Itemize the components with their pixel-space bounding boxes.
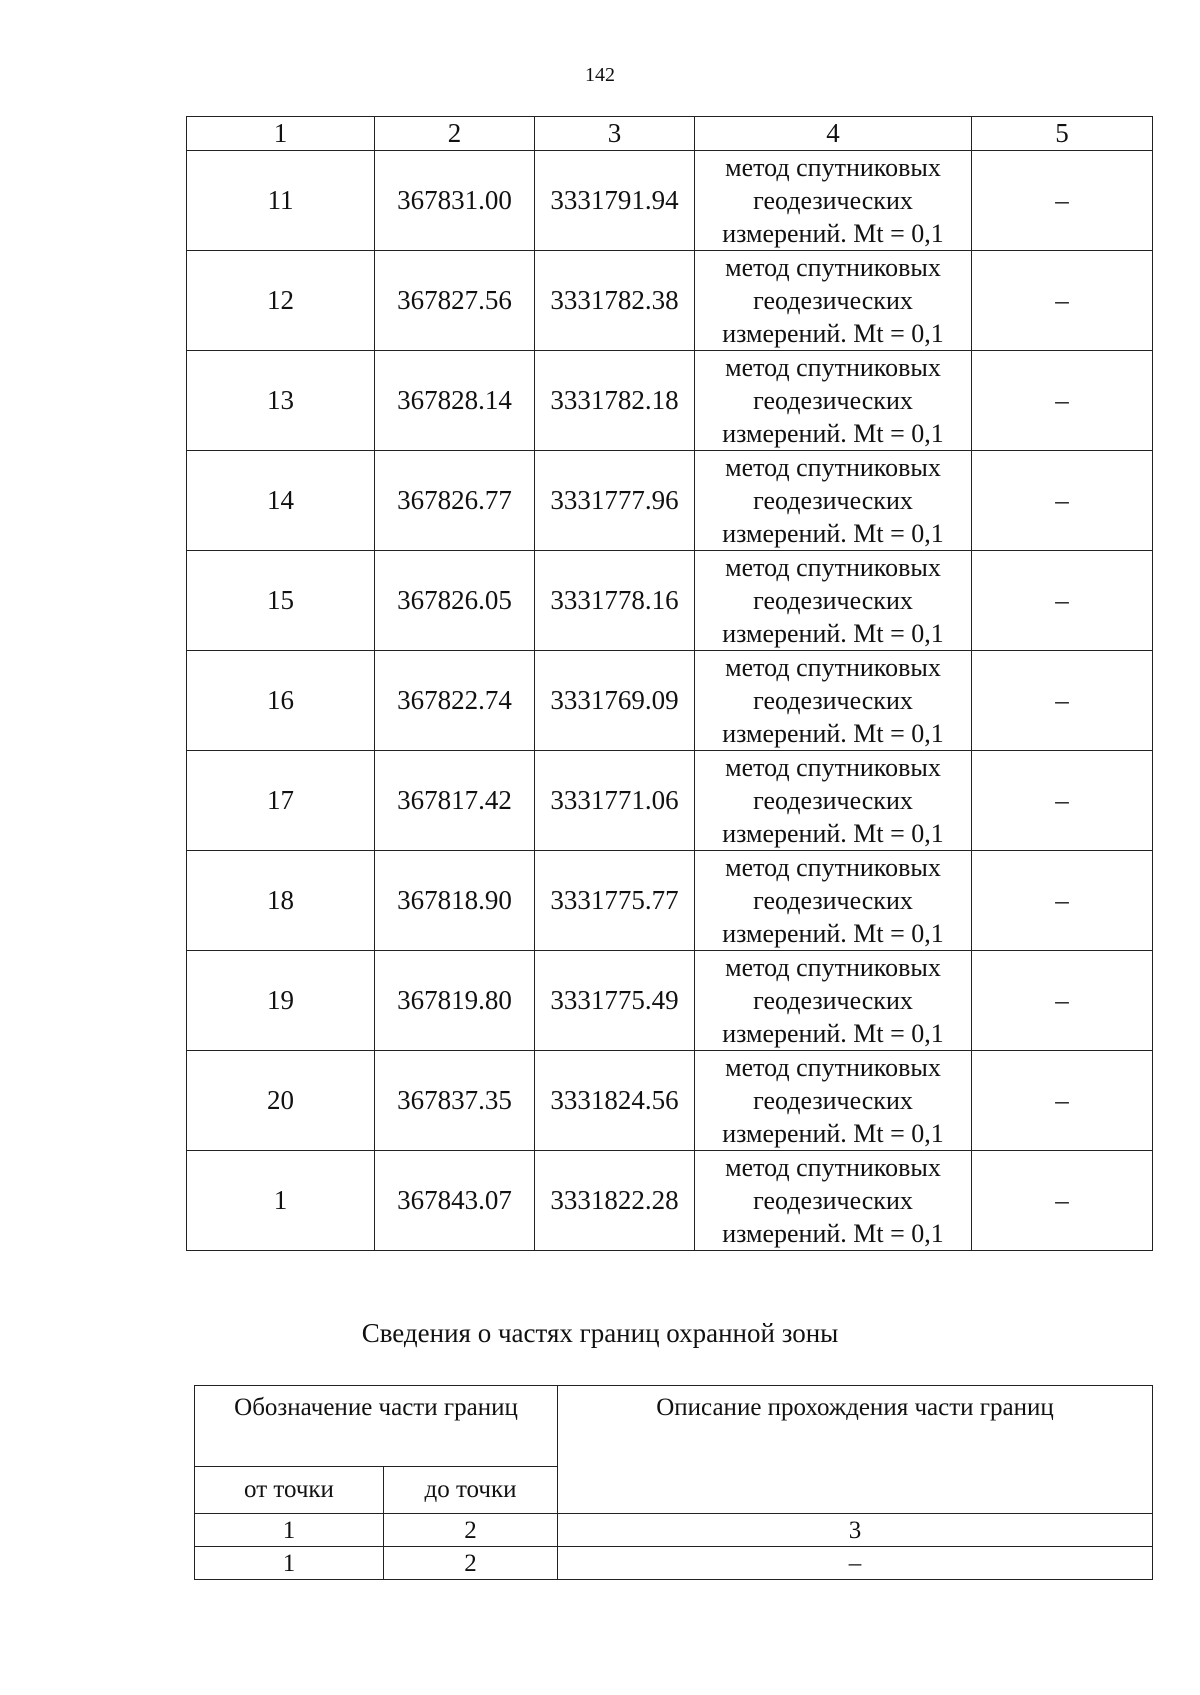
method-line: метод спутниковых (725, 653, 941, 682)
table-row (187, 1051, 1153, 1151)
table-row (195, 1547, 1153, 1580)
table-row (187, 651, 1153, 751)
method-line: геодезических (753, 386, 913, 415)
y-coordinate: 3331775.77 (535, 851, 695, 951)
method-line: измерений. Mt = 0,1 (722, 1019, 944, 1048)
section-title: Сведения о частях границ охранной зоны (361, 1318, 839, 1348)
method-line: измерений. Mt = 0,1 (722, 719, 944, 748)
method-line: метод спутниковых (725, 253, 941, 282)
parts-column-number-row (195, 1514, 1153, 1547)
point-number: 20 (187, 1051, 375, 1151)
description-cell: – (972, 451, 1153, 551)
method-line: геодезических (753, 586, 913, 615)
y-coordinate: 3331782.18 (535, 351, 695, 451)
table-row (187, 151, 1153, 251)
boundary-parts-table (194, 1385, 1153, 1580)
description-cell: – (972, 851, 1153, 951)
y-coordinate: 3331824.56 (535, 1051, 695, 1151)
description-cell: – (972, 751, 1153, 851)
method-line: метод спутниковых (725, 453, 941, 482)
method-cell (695, 551, 972, 651)
method-line: метод спутниковых (725, 1153, 941, 1182)
method-line: измерений. Mt = 0,1 (722, 219, 944, 248)
designation-header: Обозначение части границ (195, 1386, 558, 1467)
y-coordinate: 3331778.16 (535, 551, 695, 651)
method-cell (695, 1051, 972, 1151)
column-number: 5 (972, 117, 1153, 151)
method-cell (695, 151, 972, 251)
description-cell: – (972, 1151, 1153, 1251)
point-number: 12 (187, 251, 375, 351)
part-description: – (558, 1547, 1153, 1580)
method-line: метод спутниковых (725, 953, 941, 982)
y-coordinate: 3331769.09 (535, 651, 695, 751)
method-line: измерений. Mt = 0,1 (722, 1219, 944, 1248)
method-line: геодезических (753, 1086, 913, 1115)
method-line: метод спутниковых (725, 353, 941, 382)
x-coordinate: 367828.14 (375, 351, 535, 451)
column-number: 3 (535, 117, 695, 151)
table-row (187, 351, 1153, 451)
y-coordinate: 3331791.94 (535, 151, 695, 251)
method-line: геодезических (753, 986, 913, 1015)
column-number: 1 (187, 117, 375, 151)
point-number: 16 (187, 651, 375, 751)
method-line: измерений. Mt = 0,1 (722, 519, 944, 548)
method-cell (695, 951, 972, 1051)
method-line: геодезических (753, 186, 913, 215)
method-line: геодезических (753, 686, 913, 715)
method-line: геодезических (753, 486, 913, 515)
to-point: 2 (384, 1547, 558, 1580)
x-coordinate: 367826.05 (375, 551, 535, 651)
method-line: метод спутниковых (725, 153, 941, 182)
column-number: 2 (384, 1514, 558, 1547)
x-coordinate: 367817.42 (375, 751, 535, 851)
table-row (187, 451, 1153, 551)
x-coordinate: 367822.74 (375, 651, 535, 751)
description-cell: – (972, 351, 1153, 451)
method-line: геодезических (753, 1186, 913, 1215)
y-coordinate: 3331771.06 (535, 751, 695, 851)
description-cell: – (972, 551, 1153, 651)
method-line: измерений. Mt = 0,1 (722, 319, 944, 348)
method-cell (695, 651, 972, 751)
table-row (187, 951, 1153, 1051)
x-coordinate: 367827.56 (375, 251, 535, 351)
y-coordinate: 3331822.28 (535, 1151, 695, 1251)
point-number: 15 (187, 551, 375, 651)
description-cell: – (972, 251, 1153, 351)
y-coordinate: 3331775.49 (535, 951, 695, 1051)
column-number: 1 (195, 1514, 384, 1547)
description-cell: – (972, 151, 1153, 251)
to-point-header: до точки (384, 1467, 558, 1514)
method-line: геодезических (753, 886, 913, 915)
x-coordinate: 367818.90 (375, 851, 535, 951)
method-cell (695, 451, 972, 551)
description-header: Описание прохождения части границ (558, 1386, 1153, 1514)
point-number: 14 (187, 451, 375, 551)
table-row (187, 551, 1153, 651)
from-point-header: от точки (195, 1467, 384, 1514)
column-number-row (187, 117, 1153, 151)
method-line: метод спутниковых (725, 553, 941, 582)
method-line: метод спутниковых (725, 1053, 941, 1082)
method-cell (695, 351, 972, 451)
point-number: 1 (187, 1151, 375, 1251)
page-number: 142 (585, 64, 615, 86)
table-row (187, 251, 1153, 351)
point-number: 11 (187, 151, 375, 251)
method-line: измерений. Mt = 0,1 (722, 619, 944, 648)
method-line: геодезических (753, 786, 913, 815)
method-cell (695, 1151, 972, 1251)
x-coordinate: 367831.00 (375, 151, 535, 251)
x-coordinate: 367837.35 (375, 1051, 535, 1151)
method-cell (695, 751, 972, 851)
point-number: 18 (187, 851, 375, 951)
from-point: 1 (195, 1547, 384, 1580)
x-coordinate: 367826.77 (375, 451, 535, 551)
column-number: 2 (375, 117, 535, 151)
point-number: 13 (187, 351, 375, 451)
method-cell (695, 251, 972, 351)
method-line: метод спутниковых (725, 753, 941, 782)
table-row (187, 751, 1153, 851)
method-line: измерений. Mt = 0,1 (722, 419, 944, 448)
method-line: измерений. Mt = 0,1 (722, 819, 944, 848)
y-coordinate: 3331782.38 (535, 251, 695, 351)
method-line: геодезических (753, 286, 913, 315)
description-cell: – (972, 651, 1153, 751)
description-cell: – (972, 951, 1153, 1051)
point-number: 17 (187, 751, 375, 851)
description-cell: – (972, 1051, 1153, 1151)
method-line: метод спутниковых (725, 853, 941, 882)
y-coordinate: 3331777.96 (535, 451, 695, 551)
x-coordinate: 367819.80 (375, 951, 535, 1051)
parts-header-row (195, 1386, 1153, 1467)
method-line: измерений. Mt = 0,1 (722, 919, 944, 948)
coordinates-table (186, 116, 1153, 1251)
column-number: 3 (558, 1514, 1153, 1547)
table-row (187, 851, 1153, 951)
column-number: 4 (695, 117, 972, 151)
table-row (187, 1151, 1153, 1251)
point-number: 19 (187, 951, 375, 1051)
method-cell (695, 851, 972, 951)
method-line: измерений. Mt = 0,1 (722, 1119, 944, 1148)
x-coordinate: 367843.07 (375, 1151, 535, 1251)
